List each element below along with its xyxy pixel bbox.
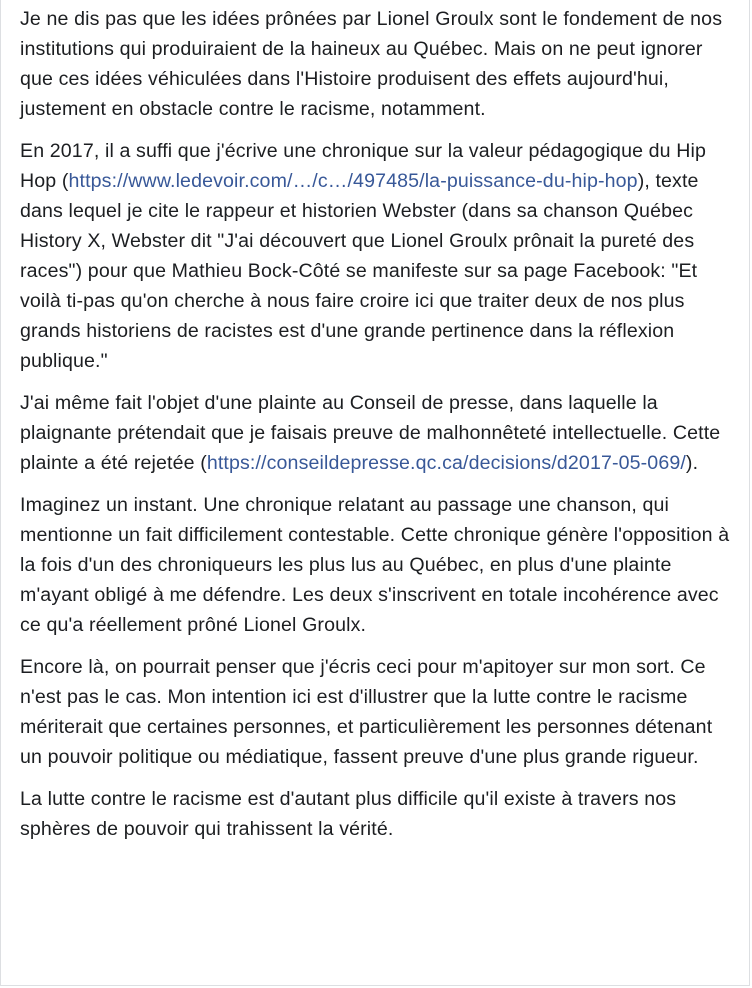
paragraph-4-text: Imaginez un instant. Une chronique relatant au passage une chanson, qui mentionne un fait difficilement contestable. Cette chronique génère l'opposition à la fois d'un des chroniqueurs les plus lus au Québec, en plus d'une plainte m'ayant obligé à me défendre. Les deux s'inscrivent en totale incohérence avec ce qu'a réellement prôné Lionel Groulx. bbox=[20, 494, 730, 636]
paragraph-5 bbox=[20, 652, 736, 772]
paragraph-3-text-after: ). bbox=[685, 452, 699, 474]
paragraph-3 bbox=[20, 388, 736, 478]
paragraph-2-text-before: En 2017, il a suffi que j'écrive une chronique sur la valeur pédagogique du Hip Hop ( bbox=[20, 140, 707, 192]
paragraph-6-text: La lutte contre le racisme est d'autant plus difficile qu'il existe à travers nos sphères de pouvoir qui trahissent la vérité. bbox=[20, 788, 677, 840]
paragraph-4 bbox=[20, 490, 736, 640]
paragraph-6 bbox=[20, 784, 736, 844]
paragraph-1 bbox=[20, 4, 736, 124]
paragraph-2 bbox=[20, 136, 736, 376]
paragraph-1-text: Je ne dis pas que les idées prônées par Lionel Groulx sont le fondement de nos institutions qui produiraient de la haineux au Québec. Mais on ne peut ignorer que ces idées véhiculées dans l'Histoire produisent des effets aujourd'hui, justement en obstacle contre le racisme, notamment. bbox=[20, 8, 723, 120]
post-body bbox=[20, 4, 736, 856]
paragraph-3-text-before: J'ai même fait l'objet d'une plainte au Conseil de presse, dans laquelle la plaignante prétendait que je faisais preuve de malhonnêteté intellectuelle. Cette plainte a été rejetée ( bbox=[20, 392, 721, 474]
conseil-presse-link[interactable]: https://conseildepresse.qc.ca/decisions/d2017-05-069/ bbox=[206, 452, 686, 474]
paragraph-2-text-after: ), texte dans lequel je cite le rappeur et historien Webster (dans sa chanson Québec History X, Webster dit "J'ai découvert que Lionel Groulx prônait la pureté des races") pour que Mathieu Bock-Côté se manifeste sur sa page Facebook: "Et voilà ti-pas qu'on cherche à nous faire croire ici que traiter deux de nos plus grands historiens de racistes est d'une grande pertinence dans la réflexion publique." bbox=[20, 170, 699, 372]
ledevoir-link[interactable]: https://www.ledevoir.com/…/c…/497485/la-puissance-du-hip-hop bbox=[68, 170, 638, 192]
paragraph-5-text: Encore là, on pourrait penser que j'écris ceci pour m'apitoyer sur mon sort. Ce n'est pas le cas. Mon intention ici est d'illustrer que la lutte contre le racisme mériterait que certaines personnes, et particulièrement les personnes détenant un pouvoir politique ou médiatique, fassent preuve d'une plus grande rigueur. bbox=[20, 656, 713, 768]
